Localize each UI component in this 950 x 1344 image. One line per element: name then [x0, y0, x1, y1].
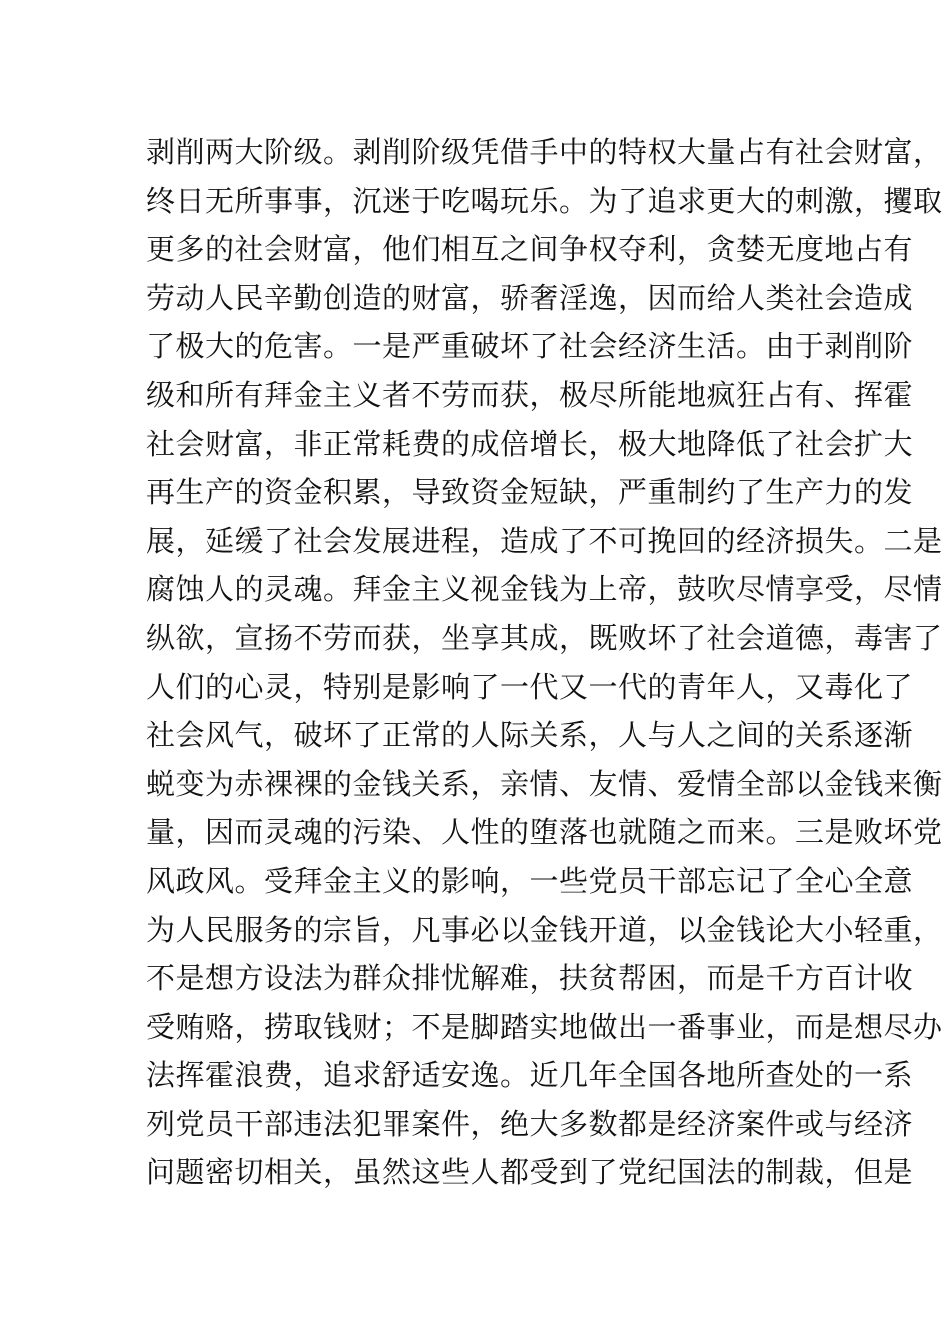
text-line: 社会风气，破坏了正常的人际关系，人与人之间的关系逐渐	[146, 718, 914, 753]
text-line: 终日无所事事，沉迷于吃喝玩乐。为了追求更大的刺激，攫取	[146, 183, 943, 218]
text-line: 人们的心灵，特别是影响了一代又一代的青年人，又毒化了	[146, 669, 914, 704]
text-line: 不是想方设法为群众排忧解难，扶贫帮困，而是千方百计收	[146, 961, 914, 996]
text-line: 蜕变为赤裸裸的金钱关系，亲情、友情、爱情全部以金钱来衡	[146, 766, 943, 801]
text-line: 展，延缓了社会发展进程，造成了不可挽回的经济损失。二是	[146, 523, 943, 558]
text-line: 腐蚀人的灵魂。拜金主义视金钱为上帝，鼓吹尽情享受，尽情	[146, 572, 943, 607]
text-line: 了极大的危害。一是严重破坏了社会经济生活。由于剥削阶	[146, 329, 914, 364]
text-line: 级和所有拜金主义者不劳而获，极尽所能地疯狂占有、挥霍	[146, 377, 914, 412]
body-text	[146, 128, 943, 1197]
text-line: 剥削两大阶级。剥削阶级凭借手中的特权大量占有社会财富，	[146, 135, 943, 169]
text-line: 更多的社会财富，他们相互之间争权夺利，贪婪无度地占有	[146, 232, 914, 267]
text-line: 量，因而灵魂的污染、人性的堕落也就随之而来。三是败坏党	[146, 815, 943, 850]
text-line: 再生产的资金积累，导致资金短缺，严重制约了生产力的发	[146, 475, 914, 510]
text-line: 法挥霍浪费，追求舒适安逸。近几年全国各地所查处的一系	[146, 1058, 914, 1093]
text-line: 纵欲，宣扬不劳而获，坐享其成，既败坏了社会道德，毒害了	[146, 620, 943, 655]
text-line: 社会财富，非正常耗费的成倍增长，极大地降低了社会扩大	[146, 426, 914, 461]
text-line: 风政风。受拜金主义的影响，一些党员干部忘记了全心全意	[146, 863, 914, 898]
text-line: 受贿赂，捞取钱财；不是脚踏实地做出一番事业，而是想尽办	[146, 1009, 943, 1044]
text-line: 问题密切相关，虽然这些人都受到了党纪国法的制裁，但是	[146, 1155, 914, 1190]
text-line: 列党员干部违法犯罪案件，绝大多数都是经济案件或与经济	[146, 1106, 914, 1141]
text-line: 为人民服务的宗旨，凡事必以金钱开道，以金钱论大小轻重，	[146, 912, 943, 947]
text-line: 劳动人民辛勤创造的财富，骄奢淫逸，因而给人类社会造成	[146, 280, 914, 315]
